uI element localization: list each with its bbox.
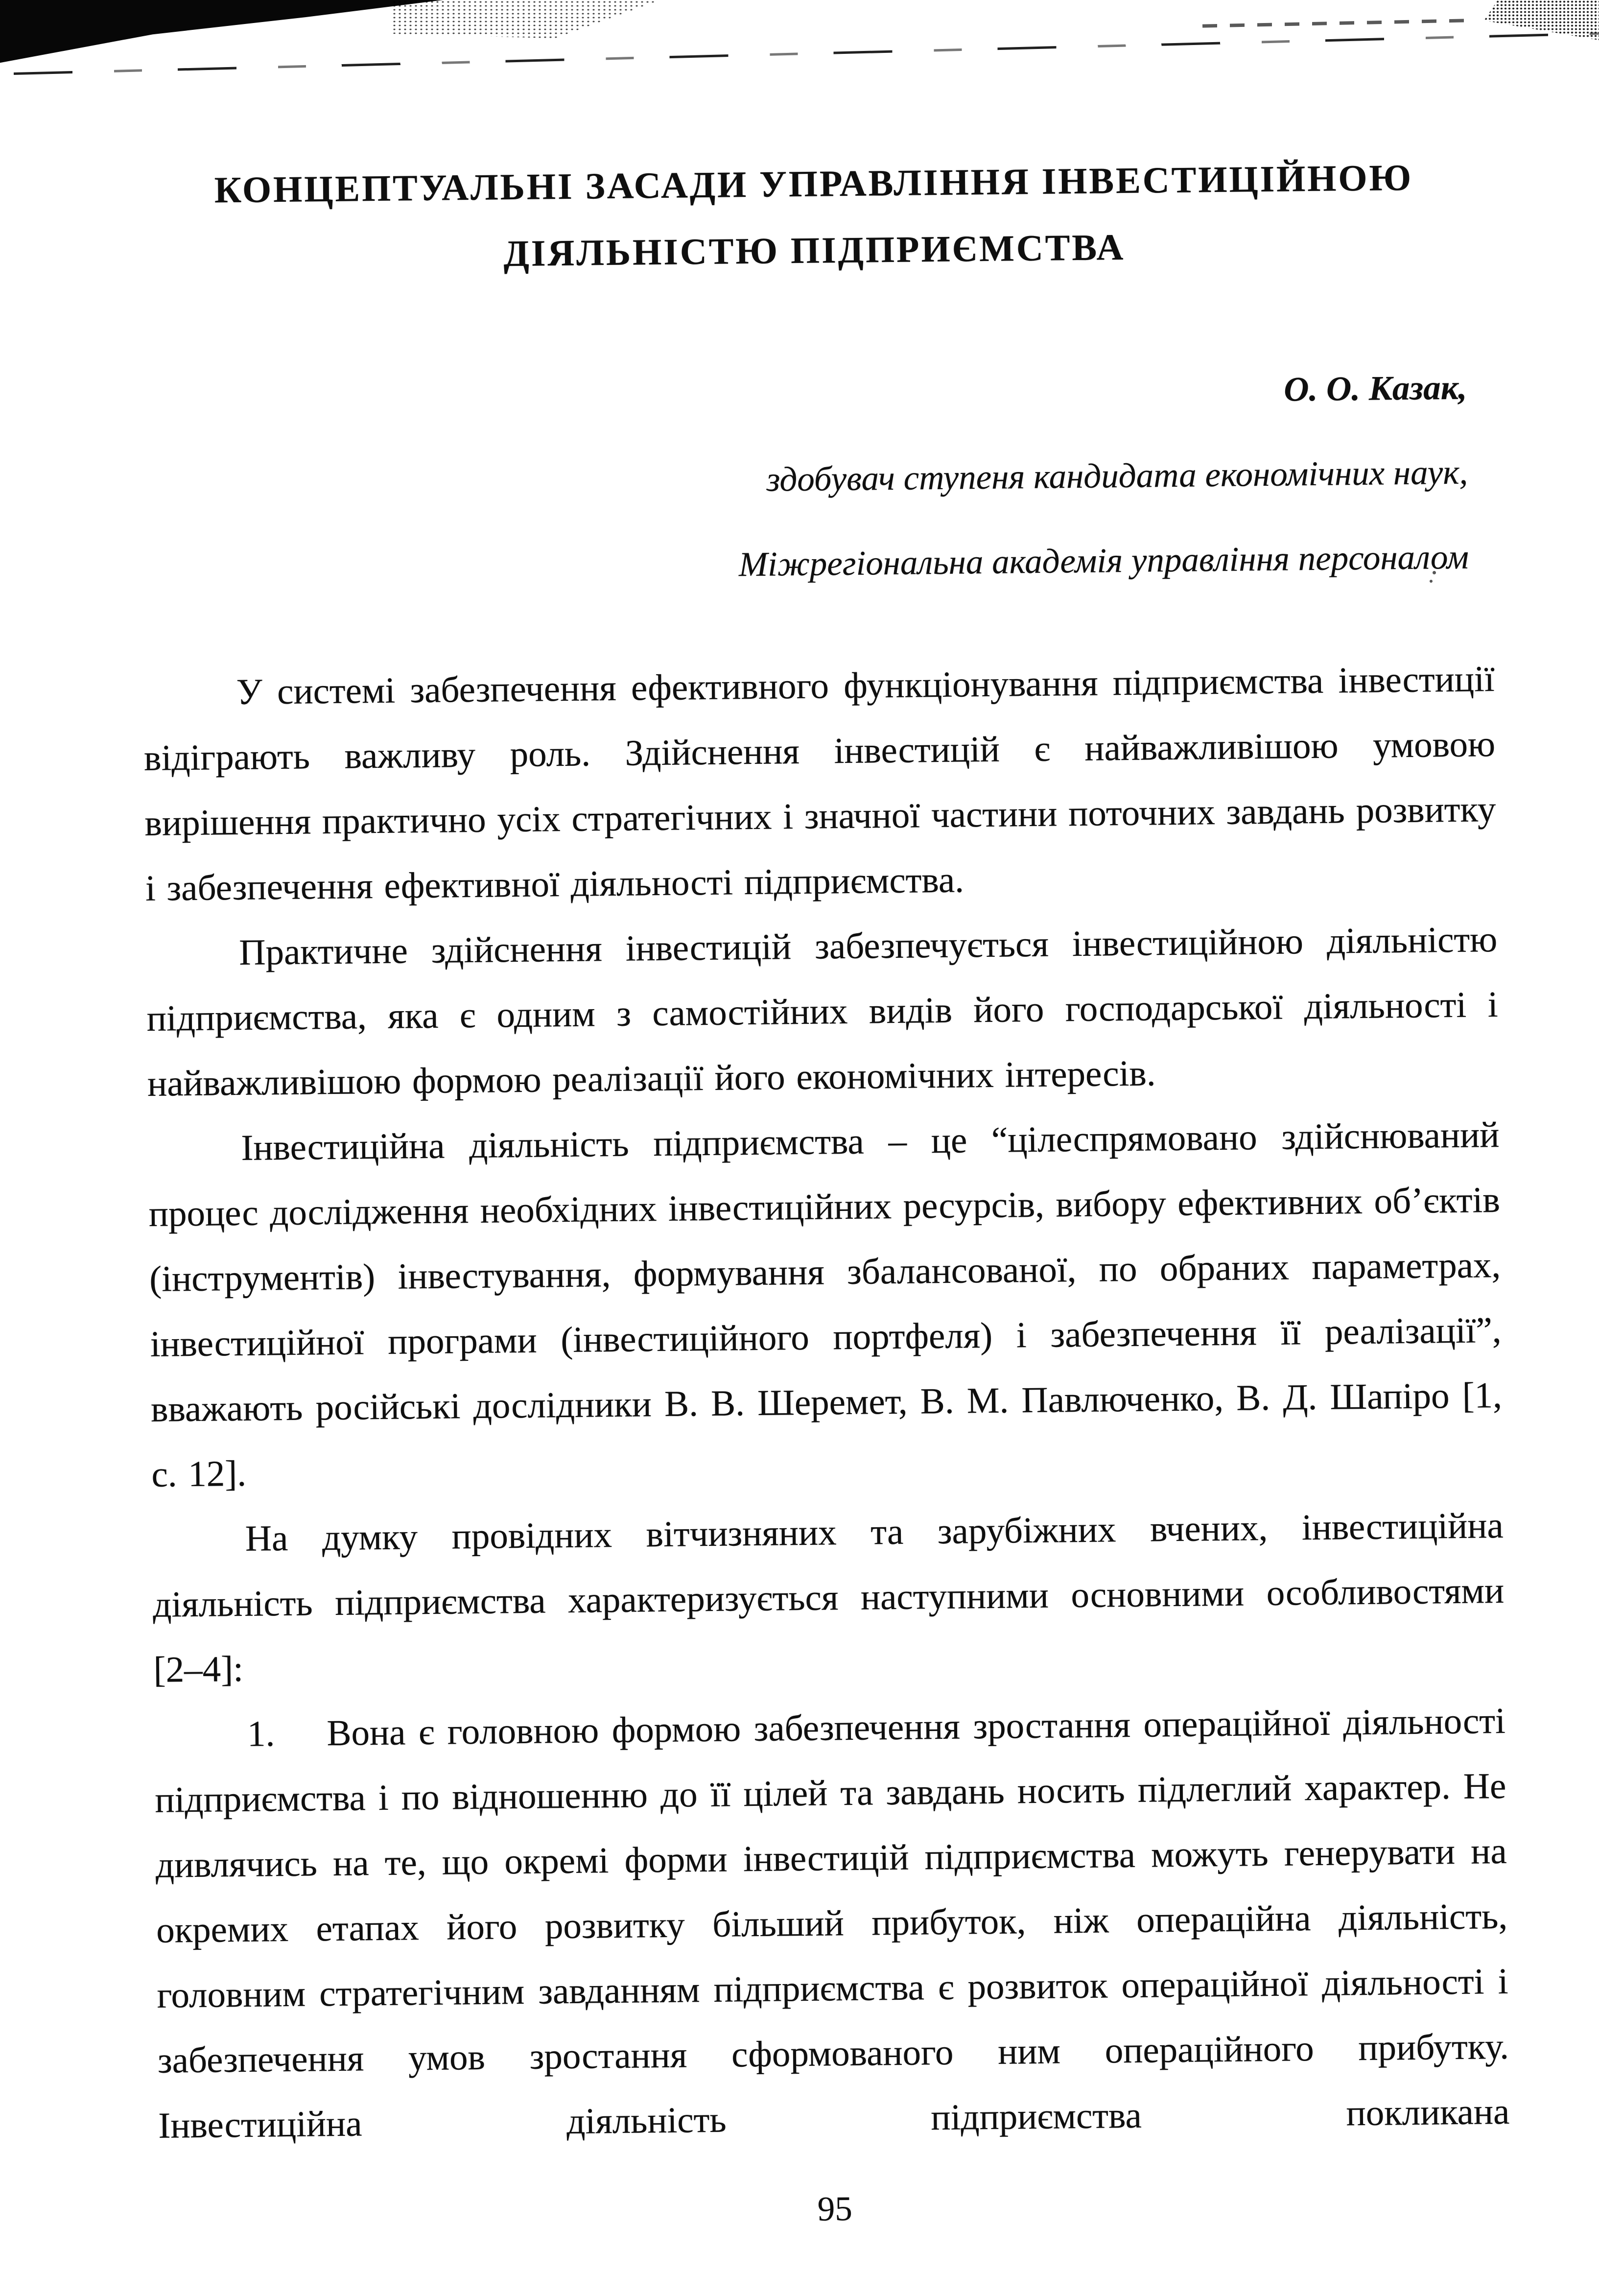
body-paragraph: У системі забезпечення ефективного функціонування підприємства інвестиції відіграють важливу роль. Здійснення інвестицій є найважливішою умовою вирішення практично усіх стратегічних і значної частини поточних завдань розвитку і забезпечення ефективної діяльності підприємства. bbox=[143, 659, 1496, 909]
author-block bbox=[140, 345, 1494, 614]
page-number: 95 bbox=[817, 2190, 853, 2228]
body-paragraph: На думку провідних вітчизняних та зарубіжних вчених, інвестиційна діяльність підприємства характеризується наступними основними особливостями [2–4]: bbox=[152, 1505, 1505, 1690]
article-title bbox=[138, 143, 1490, 291]
author-degree: здобувач ступеня кандидата економічних наук, bbox=[766, 453, 1468, 499]
article-body bbox=[143, 646, 1510, 2158]
body-paragraph: Інвестиційна діяльність підприємства – це “цілеспрямовано здійснюваний процес дослідження необхідних інвестиційних ресурсів, вибору ефективних об’єктів (інструментів) інвестування, формування збалансованої, по обраних параметрах, інвестиційної програми (інвестиційного портфеля) і забезпечення її реалізації”, вважають російські дослідники В. В. Шеремет, В. М. Павлюченко, В. Д. Шапіро [1, с. 12]. bbox=[148, 1114, 1503, 1495]
body-paragraph: 1. Вона є головною формою забезпечення зростання операційної діяльності підприємства і по відношенню до її цілей та завдань носить підлеглий характер. Не дивлячись на те, що окремі форми інвестицій підприємства можуть генерувати на окремих етапах його розвитку більший прибуток, ніж операційна діяльність, головним стратегічним завданням підприємства є розвиток операційної діяльності і забезпечення умов зростання сформованого ним операційного прибутку. Інвестиційна діяльність підприємства покликана bbox=[155, 1700, 1510, 2146]
author-name: О. О. Казак, bbox=[1283, 368, 1467, 409]
body-paragraph: Практичне здійснення інвестицій забезпечується інвестиційною діяльністю підприємства, яка є одним з самостійних видів його господарської діяльності і найважливішою формою реалізації його економічних інтересів. bbox=[146, 919, 1499, 1104]
text-column bbox=[138, 143, 1511, 2249]
article-title-line-1: КОНЦЕПТУАЛЬНІ ЗАСАДИ УПРАВЛІННЯ ІНВЕСТИЦІЙНОЮ bbox=[214, 157, 1413, 211]
author-affiliation: Міжрегіональна академія управління персоналом bbox=[738, 538, 1469, 584]
article-title-line-2: ДІЯЛЬНІСТЮ ПІДПРИЄМСТВА bbox=[503, 226, 1126, 275]
